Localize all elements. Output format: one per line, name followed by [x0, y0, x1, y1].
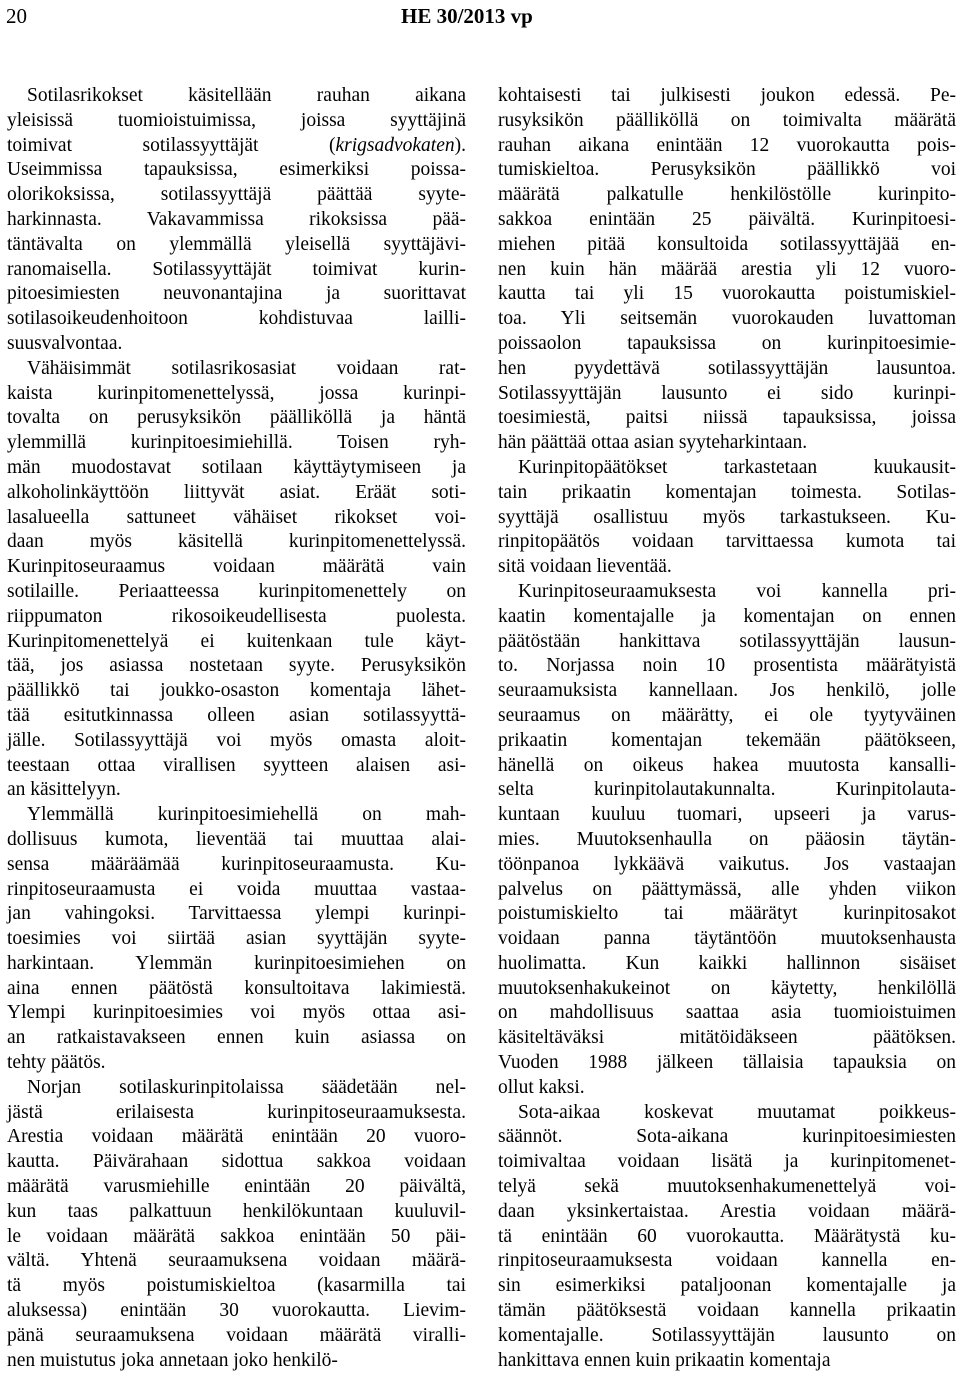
- text-line: kohtaisesti tai julkisesti joukon edessä. Pe-: [498, 85, 956, 106]
- text-line: harkintaan. Ylemmän kurinpitoesimiehen on: [7, 952, 466, 974]
- text-line: Useimmissa tapauksissa, esimerkiksi poissa-: [7, 159, 466, 181]
- text-line: poistumiskielto tai määrätyt kurinpitosakot: [498, 903, 956, 925]
- text-line: hankittava ennen kuin prikaatin komentaja: [498, 1349, 831, 1371]
- text-line: on mahdollisuus saattaa asia tuomioistuimen: [498, 1002, 956, 1024]
- text-line: määrätä varusmiehille enintään 20 päivältä,: [7, 1176, 466, 1198]
- paragraph: [498, 580, 956, 1101]
- text-line: palvelus on päättymässä, alle yhden viikon: [498, 878, 956, 900]
- text-line: sitä voidaan lieventää.: [498, 556, 672, 578]
- text-line: toimivat sotilassyyttäjät (krigsadvokaten).: [7, 134, 466, 156]
- text-line: suusvalvontaa.: [7, 332, 123, 354]
- text-line: rauhan aikana enintään 12 vuorokautta pois-: [498, 134, 956, 156]
- text-line: aina ennen päätöstä konsultoitava lakimiestä.: [7, 977, 466, 999]
- text-line: toesimiestä, paitsi niissä tapauksissa, joissa: [498, 407, 956, 429]
- text-line: käsiteltäväksi mitätöidäkseen päätöksen.: [498, 1027, 956, 1049]
- text-line: Ylempi kurinpitoesimies voi myös ottaa asi-: [7, 1002, 466, 1024]
- text-line: olorikoksissa, sotilassyyttäjä päättää syyte-: [7, 184, 466, 206]
- text-line: nen muistutus joka annetaan joko henkilö-: [7, 1349, 338, 1371]
- text-line: ollut kaksi.: [498, 1076, 585, 1098]
- text-line: tumiskieltoa. Perusyksikön päällikkö voi: [498, 159, 956, 181]
- text-line: Norjan sotilaskurinpitolaissa säädetään nel-: [27, 1076, 466, 1098]
- text-line: sotilaille. Periaatteessa kurinpitomenettely on: [7, 580, 466, 602]
- text-line: säännöt. Sota-aikana kurinpitoesimiesten: [498, 1126, 956, 1148]
- text-line: rinpitoseuraamusta ei voida muuttaa vastaa-: [7, 878, 466, 900]
- text-line: rinpitopäätös voidaan tarvittaessa kumota tai: [498, 531, 956, 553]
- text-line: lasalueella sattuneet vähäiset rikokset voi-: [7, 506, 466, 528]
- text-line: män muodostavat sotilaan käyttäytymiseen ja: [7, 456, 466, 478]
- text-line: Sotilassyyttäjän lausunto ei sido kurinpi-: [498, 382, 956, 404]
- document-identifier: HE 30/2013 vp: [401, 4, 533, 28]
- paragraph: [7, 84, 466, 357]
- text-line: muutoksenhakukeinot on käytetty, henkilöllä: [498, 977, 956, 999]
- text-line: sotilasoikeudenhoitoon kohdistuvaa lailli-: [7, 308, 466, 330]
- text-line: daan yksinkertaistaa. Arestia voidaan määrä-: [498, 1200, 956, 1222]
- text-line: ylemmillä kurinpitoesimiehillä. Toisen ryh-: [7, 432, 466, 454]
- text-line: mies. Muutoksenhaulla on pääosin täytän-: [498, 828, 956, 850]
- text-line: kaatin komentajalle ja komentajan on ennen: [498, 605, 956, 627]
- text-line: Kurinpitoseuraamuksesta voi kannella pri-: [518, 580, 956, 602]
- page-number: 20: [6, 4, 27, 28]
- text-line: sin esimerkiksi pataljoonan komentajalle ja: [498, 1275, 956, 1297]
- text-line: kuntaan kuuluu tuomari, upseeri ja varus-: [498, 804, 956, 826]
- text-line: seuraamuksista kannellaan. Jos henkilö, jolle: [498, 680, 956, 702]
- text-line: töönpanoa lykkäävä vaikutus. Jos vastaajan: [498, 853, 956, 875]
- text-line: tää esitutkinnassa olleen asian sotilassyyttä-: [7, 704, 466, 726]
- paragraph: [7, 803, 466, 1076]
- text-line: selta kurinpitolautakunnalta. Kurinpitolauta-: [498, 779, 956, 801]
- paragraph: [498, 84, 956, 456]
- text-line: telyä sekä muutoksenhakumenettelyä voi-: [498, 1176, 956, 1198]
- text-line: komentajalle. Sotilassyyttäjän lausunto on: [498, 1324, 956, 1346]
- text-line: jästä erilaisesta kurinpitoseuraamuksesta.: [7, 1101, 466, 1123]
- text-line: voidaan panna täytäntöön muutoksenhausta: [498, 928, 956, 950]
- text-line: sakkoa enintään 25 päivältä. Kurinpitoesi-: [498, 208, 956, 230]
- text-line: tä myös poistumiskieltoa (kasarmilla tai: [7, 1275, 466, 1297]
- text-line: yleisissä tuomioistuimissa, joissa syyttäjinä: [7, 109, 466, 131]
- text-line: päällikkö tai joukko-osaston komentaja lähet-: [7, 680, 466, 702]
- text-line: sensa määräämää kurinpitoseuraamusta. Ku-: [7, 853, 466, 875]
- text-line: seuraamus on määrätty, ei ole tyytyväinen: [498, 704, 956, 726]
- text-line: prikaatin komentajan tekemään päätökseen,: [498, 729, 956, 751]
- text-line: to. Norjassa noin 10 prosentista määrätyistä: [498, 655, 956, 677]
- text-line: hänellä on oikeus hakea muutosta kansalli-: [498, 754, 956, 776]
- text-line: tain prikaatin komentajan toimesta. Sotilas-: [498, 481, 956, 503]
- text-line: tää, jos asiassa nostetaan syyte. Perusyksikön: [7, 655, 466, 677]
- text-line: tämän päätöksestä voidaan kannella prikaatin: [498, 1300, 956, 1322]
- text-line: Vuoden 1988 jälkeen tällaisia tapauksia on: [498, 1052, 956, 1074]
- text-line: täntävalta on ylemmällä yleisellä syyttäjävi-: [7, 233, 466, 255]
- text-line: tovalta on perusyksikön päälliköllä ja häntä: [7, 407, 466, 429]
- page-header: [0, 0, 960, 40]
- text-line: jälle. Sotilassyyttäjä voi myös omasta aloit-: [7, 729, 466, 751]
- text-line: le voidaan määrätä sakkoa enintään 50 päi-: [7, 1225, 466, 1247]
- text-line: riippumaton rikosoikeudellisesta puolesta.: [7, 605, 466, 627]
- text-line: jan vahingoksi. Tarvittaessa ylempi kurinpi-: [7, 903, 466, 925]
- paragraph: [7, 357, 466, 803]
- text-line: miehen pitää konsultoida sotilassyyttäjää en-: [498, 233, 956, 255]
- text-line: vältä. Yhtenä seuraamuksena voidaan määrä-: [7, 1250, 466, 1272]
- text-line: tehty päätös.: [7, 1052, 106, 1074]
- text-line: syyttäjä osallistuu myös tarkastukseen. Ku-: [498, 506, 956, 528]
- text-line: Ylemmällä kurinpitoesimiehellä on mah-: [27, 804, 466, 826]
- text-line: Vähäisimmät sotilasrikosasiat voidaan rat-: [27, 357, 466, 379]
- text-line: pitoesimiesten neuvonantajina ja suorittavat: [7, 283, 466, 305]
- text-line: päätöstään hankittava sotilassyyttäjän lausun-: [498, 630, 956, 652]
- text-line: nen kuin hän määrää arestia yli 12 vuoro-: [498, 258, 956, 280]
- text-line: määrätä palkatulle henkilöstölle kurinpito-: [498, 184, 956, 206]
- text-line: hen pyydettävä sotilassyyttäjän lausuntoa.: [498, 357, 956, 379]
- text-line: teestaan ottaa virallisen syytteen alaisen asi-: [7, 754, 466, 776]
- text-line: toa. Yli seitsemän vuorokauden luvattoman: [498, 308, 956, 330]
- text-line: kautta tai yli 15 vuorokautta poistumiskiel-: [498, 283, 956, 305]
- text-line: kautta. Päivärahaan sidottua sakkoa voidaan: [7, 1151, 466, 1173]
- text-line: Kurinpitomenettelyä ei kuitenkaan tule käyt-: [7, 630, 466, 652]
- text-line: rinpitoseuraamuksesta voidaan kannella en-: [498, 1250, 956, 1272]
- text-line: ranomaisella. Sotilassyyttäjät toimivat kurin-: [7, 258, 466, 280]
- text-line: Sotilasrikokset käsitellään rauhan aikana: [27, 85, 466, 106]
- text-line: huolimatta. Kun kaikki hallinnon sisäiset: [498, 952, 956, 974]
- text-line: alkoholinkäyttöön liittyvät asiat. Eräät soti-: [7, 481, 466, 503]
- text-line: toesimies voi siirtää asian syyttäjän syyte-: [7, 928, 466, 950]
- text-line: Sota-aikaa koskevat muutamat poikkeus-: [518, 1101, 956, 1123]
- text-line: Kurinpitoseuraamus voidaan määrätä vain: [7, 556, 466, 578]
- text-line: harkinnasta. Vakavammissa rikoksissa pää-: [7, 208, 466, 230]
- text-line: poissaolon tapauksissa on kurinpitoesimie-: [498, 332, 956, 354]
- left-text-column: [7, 84, 466, 1373]
- paragraph: [7, 1076, 466, 1374]
- text-line: rusyksikön päälliköllä on toimivalta määrätä: [498, 109, 956, 131]
- paragraph: [498, 1101, 956, 1374]
- right-text-column: [498, 84, 956, 1373]
- text-line: toimivaltaa voidaan lisätä ja kurinpitomenet-: [498, 1151, 956, 1173]
- text-line: kaista kurinpitomenettelyssä, jossa kurinpi-: [7, 382, 466, 404]
- text-line: Arestia voidaan määrätä enintään 20 vuoro-: [7, 1126, 466, 1148]
- paragraph: [498, 456, 956, 580]
- text-line: kun taas palkattuun henkilökuntaan kuuluvil-: [7, 1200, 466, 1222]
- text-line: Kurinpitopäätökset tarkastetaan kuukausit-: [518, 456, 956, 478]
- text-line: aluksessa) enintään 30 vuorokautta. Lievim-: [7, 1300, 466, 1322]
- text-line: an käsittelyyn.: [7, 779, 121, 801]
- text-line: an ratkaistavakseen ennen kuin asiassa on: [7, 1027, 466, 1049]
- text-line: hän päättää ottaa asian syyteharkintaan.: [498, 432, 808, 454]
- text-line: pänä seuraamuksena voidaan määrätä viralli-: [7, 1324, 466, 1346]
- text-line: dollisuus kumota, lieventää tai muuttaa alai-: [7, 828, 466, 850]
- text-line: tä enintään 60 vuorokautta. Määrätystä ku-: [498, 1225, 956, 1247]
- text-line: daan myös käsitellä kurinpitomenettelyssä.: [7, 531, 466, 553]
